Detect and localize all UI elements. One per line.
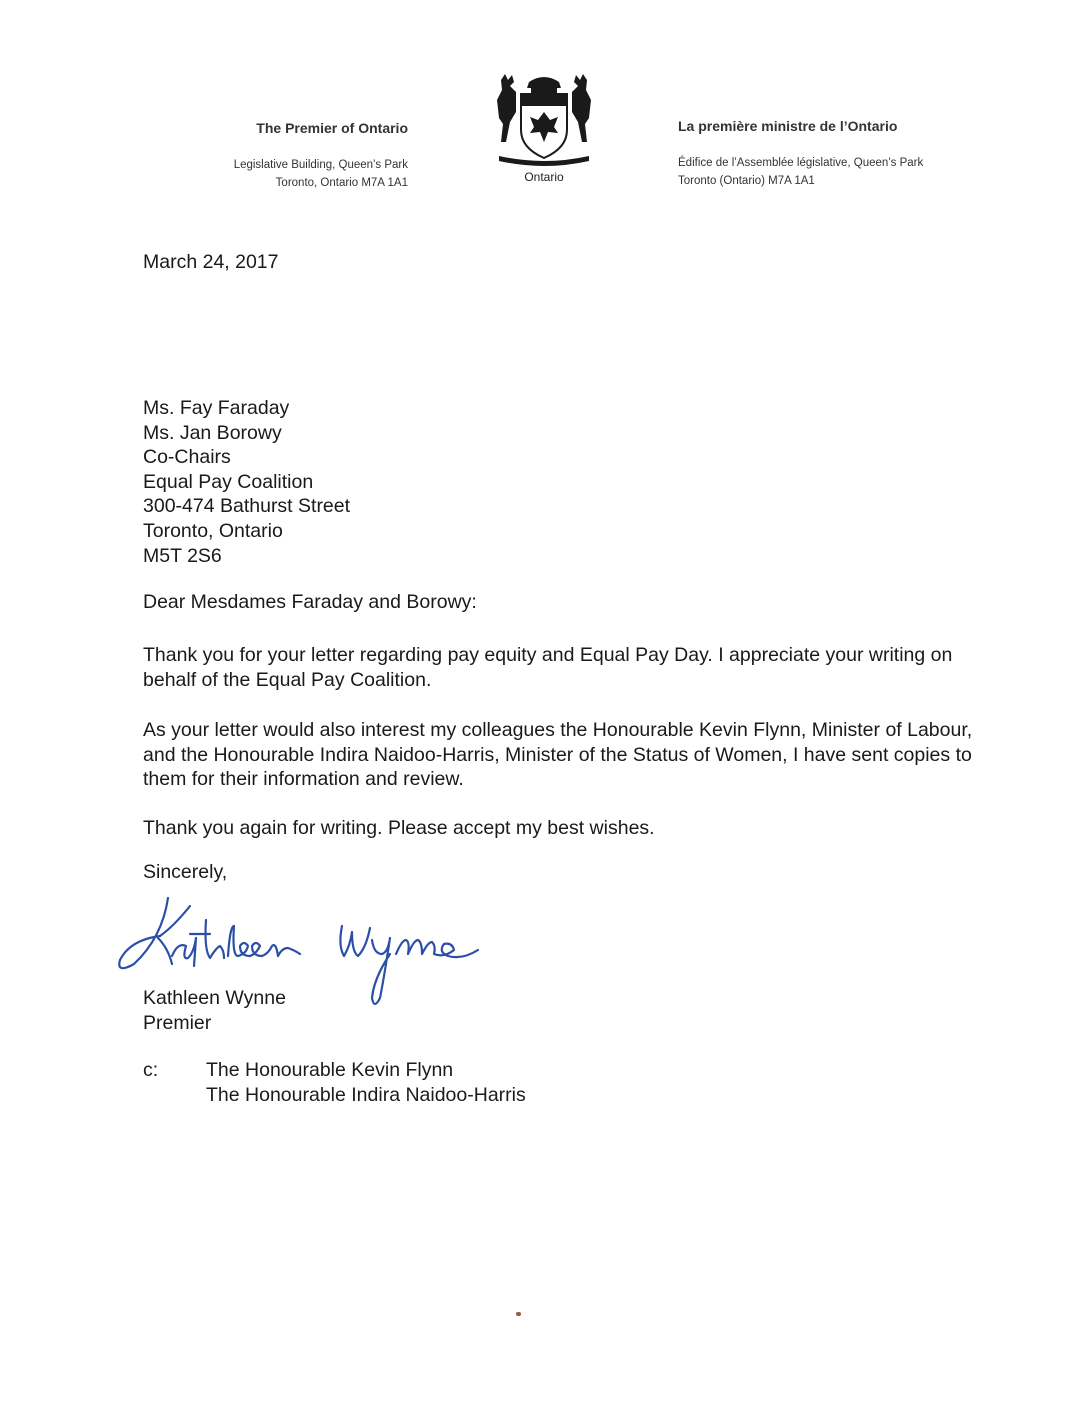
cc-recipient: The Honourable Indira Naidoo-Harris — [206, 1083, 526, 1106]
letterhead-title-fr: La première ministre de l’Ontario — [678, 118, 898, 134]
body-paragraph: Thank you again for writing. Please accept my best wishes. — [143, 817, 655, 839]
recipient-line: M5T 2S6 — [143, 544, 222, 567]
letterhead-address-en-line: Toronto, Ontario M7A 1A1 — [275, 177, 408, 189]
letterhead-address-en-line: Legislative Building, Queen’s Park — [233, 159, 408, 171]
signer-name: Kathleen Wynne — [143, 987, 286, 1009]
salutation: Dear Mesdames Faraday and Borowy: — [143, 591, 477, 613]
recipient-line: Ms. Jan Borowy — [143, 421, 282, 444]
recipient-line: 300-474 Bathurst Street — [143, 495, 351, 518]
cc-list — [206, 1058, 526, 1107]
body-paragraph: Thank you for your letter regarding pay equity and Equal Pay Day. I appreciate your writing on behalf of the Equal Pay Coalition. — [143, 644, 953, 691]
recipient-address — [143, 396, 350, 568]
letterhead-title-en: The Premier of Ontario — [256, 120, 408, 136]
recipient-line: Co-Chairs — [143, 446, 231, 469]
letterhead-address-fr-line: Édifice de l’Assemblée législative, Queen’s Park — [678, 157, 924, 169]
crest-label: Ontario — [524, 170, 564, 184]
letter-date: March 24, 2017 — [143, 251, 279, 273]
letterhead-address-fr — [678, 154, 923, 190]
cc-recipient: The Honourable Kevin Flynn — [206, 1059, 454, 1081]
signer-block — [143, 986, 286, 1035]
closing: Sincerely, — [143, 861, 228, 883]
recipient-line: Ms. Fay Faraday — [143, 397, 290, 419]
ontario-crest-icon — [489, 72, 599, 167]
signer-title: Premier — [143, 1011, 212, 1034]
recipient-line: Toronto, Ontario — [143, 519, 283, 542]
scan-speck — [516, 1312, 521, 1316]
recipient-line: Equal Pay Coalition — [143, 470, 314, 493]
letterhead-address-en — [234, 156, 408, 192]
cc-label: c: — [143, 1059, 159, 1081]
letterhead-address-fr-line: Toronto (Ontario) M7A 1A1 — [678, 175, 815, 187]
body-paragraph: As your letter would also interest my colleagues the Honourable Kevin Flynn, Minister of Labour, and the Honourable Indira Naidoo-Harris, Minister of the Status of Women, I have sent copies to them for their information and review. — [143, 719, 973, 791]
